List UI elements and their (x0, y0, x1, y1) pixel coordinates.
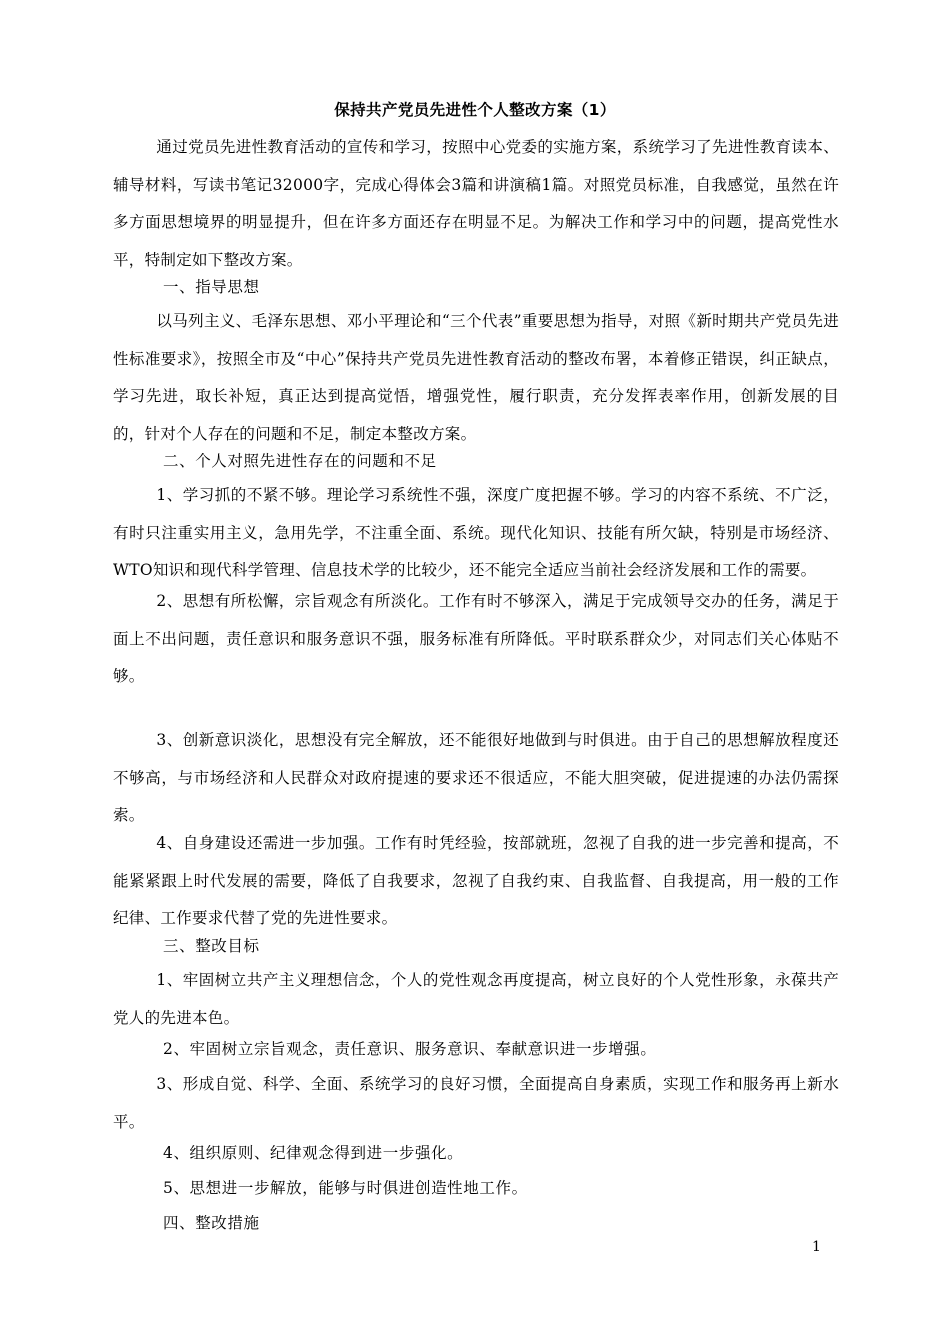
intro-paragraph-block (113, 129, 839, 279)
problem-1-paragraph: 1、学习抓的不紧不够。理论学习系统性不强，深度广度把握不够。学习的内容不系统、不广泛，有时只注重实用主义，急用先学，不注重全面、系统。现代化知识、技能有所欠缺，特别是市场经济、WTO知识和现代科学管理、信息技术学的比较少，还不能完全适应当前社会经济发展和工作的需要。 (113, 486, 839, 579)
page-number: 1 (812, 1239, 821, 1255)
goal-2-line: 2、牢固树立宗旨观念，责任意识、服务意识、奉献意识进一步增强。 (163, 1040, 657, 1058)
section-heading-goals: 三、整改目标 (163, 937, 260, 955)
problem-1-block (113, 477, 839, 590)
goal-1-paragraph: 1、牢固树立共产主义理想信念，个人的党性观念再度提高，树立良好的个人党性形象，永葆共产党人的先进本色。 (113, 971, 839, 1027)
problem-3-block (113, 722, 839, 835)
problem-4-paragraph: 4、自身建设还需进一步加强。工作有时凭经验，按部就班，忽视了自我的进一步完善和提高，不能紧紧跟上时代发展的需要，降低了自我要求，忽视了自我约束、自我监督、自我提高，用一般的工作纪律、工作要求代替了党的先进性要求。 (113, 834, 839, 927)
problem-2-paragraph: 2、思想有所松懈，宗旨观念有所淡化。工作有时不够深入，满足于完成领导交办的任务，满足于面上不出问题，责任意识和服务意识不强，服务标准有所降低。平时联系群众少，对同志们关心体贴不够。 (113, 592, 839, 685)
guiding-paragraph-block (113, 303, 839, 453)
goal-3-paragraph: 3、形成自觉、科学、全面、系统学习的良好习惯，全面提高自身素质，实现工作和服务再上新水平。 (113, 1075, 839, 1131)
guiding-paragraph: 以马列主义、毛泽东思想、邓小平理论和“三个代表”重要思想为指导，对照《新时期共产党员先进性标准要求》，按照全市及“中心”保持共产党员先进性教育活动的整改布署，本着修正错误，纠正缺点，学习先进，取长补短，真正达到提高觉悟，增强党性，履行职责，充分发挥表率作用，创新发展的目的，针对个人存在的问题和不足，制定本整改方案。 (113, 312, 839, 443)
section-heading-problems: 二、个人对照先进性存在的问题和不足 (163, 452, 437, 470)
section-heading-measures: 四、整改措施 (163, 1214, 260, 1232)
goal-4-line: 4、组织原则、纪律观念得到进一步强化。 (163, 1144, 464, 1162)
section-heading-guiding: 一、指导思想 (163, 278, 260, 296)
intro-paragraph: 通过党员先进性教育活动的宣传和学习，按照中心党委的实施方案，系统学习了先进性教育读本、辅导材料，写读书笔记32000字，完成心得体会3篇和讲演稿1篇。对照党员标准，自我感觉，虽然在许多方面思想境界的明显提升，但在许多方面还存在明显不足。为解决工作和学习中的问题，提高党性水平，特制定如下整改方案。 (113, 138, 839, 269)
goal-5-line: 5、思想进一步解放，能够与时俱进创造性地工作。 (163, 1179, 528, 1197)
goal-1-block (113, 962, 839, 1037)
problem-4-block (113, 825, 839, 938)
problem-2-block (113, 583, 839, 696)
document-title: 保持共产党员先进性个人整改方案（1） (334, 101, 616, 119)
goal-3-block (113, 1066, 839, 1141)
problem-3-paragraph: 3、创新意识淡化，思想没有完全解放，还不能很好地做到与时俱进。由于自己的思想解放程度还不够高，与市场经济和人民群众对政府提速的要求还不很适应，不能大胆突破，促进提速的办法仍需探索。 (113, 731, 839, 824)
